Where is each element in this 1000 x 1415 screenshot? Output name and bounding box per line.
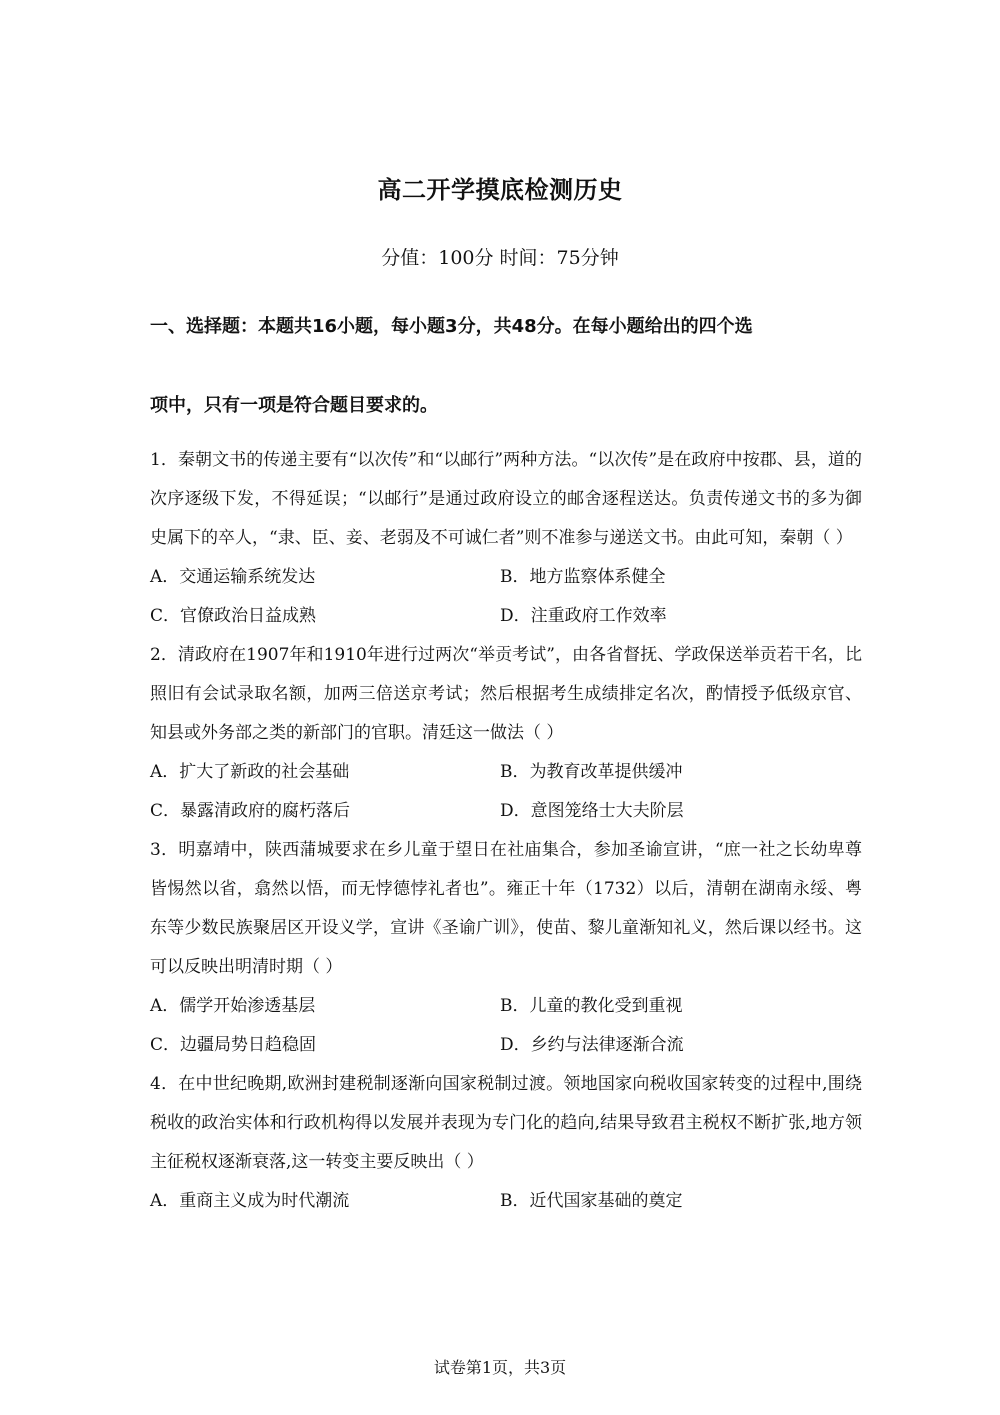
question-1: [150, 441, 862, 636]
page-title: 高二开学摸底检测历史: [377, 176, 623, 204]
exam-info: 分值：100分 时间：75分钟: [381, 247, 619, 269]
question-stem: 3．明嘉靖中，陕西蒲城要求在乡儿童于望日在社庙集合，参加圣谕宣讲，“庶一社之长幼卑尊皆惕然以省，翕然以悟，而无悖德悖礼者也”。雍正十年（1732）以后，清朝在湖南永绥、粤东等少数民族聚居区开设义学，宣讲《圣谕广训》，使苗、黎儿童渐知礼义，然后课以经书。这可以反映出明清时期（ ）: [150, 840, 862, 977]
option-d: D．乡约与法律逐渐合流: [500, 1035, 684, 1055]
question-list: [150, 441, 862, 1221]
option-d: D．意图笼络士大夫阶层: [500, 801, 684, 821]
question-2: [150, 636, 862, 831]
option-c: C．边疆局势日趋稳固: [150, 1035, 317, 1055]
option-group: [150, 1182, 862, 1221]
section-heading-line-1: 一、选择题：本题共16小题，每小题3分，共48分。在每小题给出的四个选: [150, 316, 753, 337]
page-footer: 试卷第1页，共3页: [433, 1358, 567, 1377]
option-b: B．地方监察体系健全: [500, 567, 666, 587]
question-3: [150, 831, 862, 1065]
option-c: C．官僚政治日益成熟: [150, 606, 317, 626]
option-a: A．交通运输系统发达: [150, 567, 316, 587]
question-stem: 1．秦朝文书的传递主要有“以次传”和“以邮行”两种方法。“以次传”是在政府中按郡、县，道的次序逐级下发，不得延误；“以邮行”是通过政府设立的邮舍逐程送达。负责传递文书的多为御史属下的卒人，“隶、臣、妾、老弱及不可诚仁者”则不准参与递送文书。由此可知，秦朝（ ）: [150, 450, 862, 548]
option-a: A．扩大了新政的社会基础: [150, 762, 350, 782]
option-a: A．重商主义成为时代潮流: [150, 1191, 350, 1211]
option-b: B．近代国家基础的奠定: [500, 1191, 683, 1211]
question-4: [150, 1065, 862, 1221]
question-stem: 4．在中世纪晚期,欧洲封建税制逐渐向国家税制过渡。领地国家向税收国家转变的过程中,围绕税收的政治实体和行政机构得以发展并表现为专门化的趋向,结果导致君主税权不断扩张,地方领主征税权逐渐衰落,这一转变主要反映出（ ）: [150, 1074, 862, 1172]
option-group: [150, 987, 862, 1065]
option-group: [150, 753, 862, 831]
option-c: C．暴露清政府的腐朽落后: [150, 801, 351, 821]
section-heading-line-2: 项中，只有一项是符合题目要求的。: [150, 395, 438, 416]
option-group: [150, 558, 862, 636]
option-d: D．注重政府工作效率: [500, 606, 667, 626]
option-b: B．儿童的教化受到重视: [500, 996, 683, 1016]
question-stem: 2．清政府在1907年和1910年进行过两次“举贡考试”，由各省督抚、学政保送举贡若干名，比照旧有会试录取名额，加两三倍送京考试；然后根据考生成绩排定名次，酌情授予低级京官、知县或外务部之类的新部门的官职。清廷这一做法（ ）: [150, 645, 862, 743]
option-a: A．儒学开始渗透基层: [150, 996, 316, 1016]
option-b: B．为教育改革提供缓冲: [500, 762, 683, 782]
